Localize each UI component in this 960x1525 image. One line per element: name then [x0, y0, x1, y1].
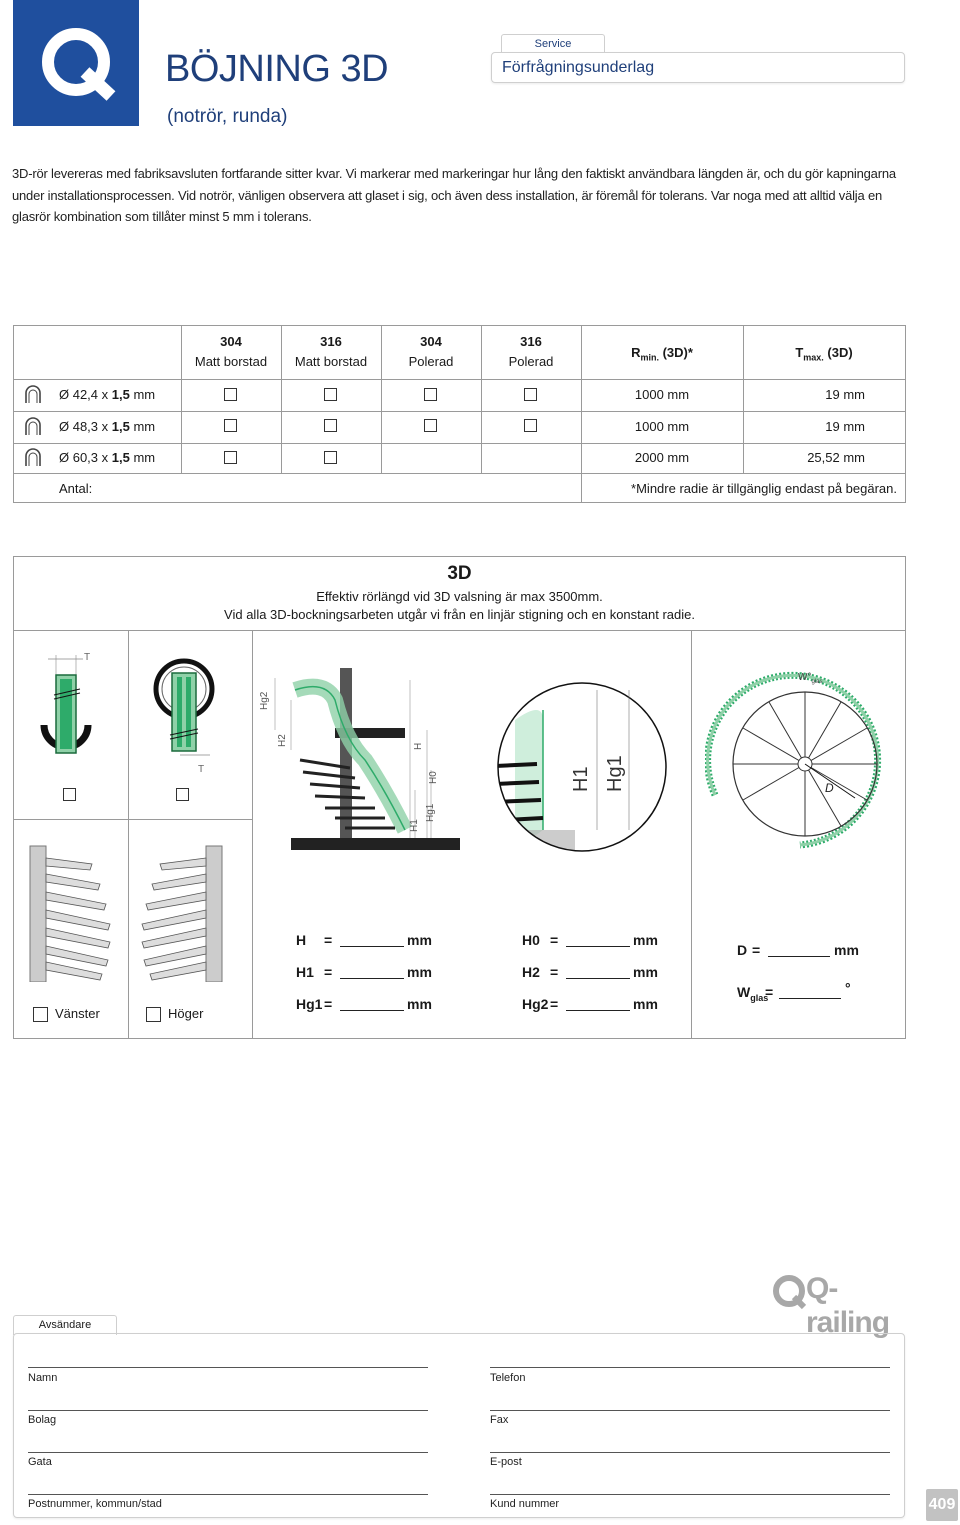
header-rmin: $R_{min.}$ (3D)* — [631, 345, 693, 363]
field-d-label: D — [737, 942, 748, 958]
page-number: 409 — [926, 1489, 958, 1521]
q-logo-icon — [13, 0, 139, 126]
field-h-input[interactable] — [340, 946, 404, 947]
checkbox-r1-c1[interactable] — [224, 388, 237, 401]
left-label: Vänster — [55, 1006, 100, 1021]
profile-right-diagram — [140, 655, 230, 780]
checkbox-r1-c2[interactable] — [324, 388, 337, 401]
checkbox-r1-c3[interactable] — [424, 388, 437, 401]
profile-left-diagram — [28, 645, 118, 775]
panel-description: Effektiv rörlängd vid 3D valsning är max 3500mm. Vid alla 3D-bockningsarbeten utgår vi från en linjär stigning och en konstant radie. — [224, 589, 695, 622]
field-wglas-input[interactable] — [779, 998, 841, 999]
checkbox-profile-left[interactable] — [63, 788, 76, 801]
company-label: Bolag — [28, 1414, 57, 1426]
label-big-h1: H1 — [570, 766, 592, 792]
field-h2-input[interactable] — [566, 978, 630, 979]
antal-label: Antal: — [59, 481, 93, 496]
street-input[interactable] — [28, 1452, 428, 1453]
label-h0: H0 — [428, 771, 439, 784]
field-h1-input[interactable] — [340, 978, 404, 979]
name-label: Namn — [28, 1372, 58, 1384]
sender-form — [13, 1333, 905, 1518]
spec-table — [13, 325, 906, 503]
checkbox-left[interactable] — [33, 1007, 48, 1022]
street-label: Gata — [28, 1456, 52, 1468]
checkbox-right[interactable] — [146, 1007, 161, 1022]
field-h1-label: H1 — [296, 964, 314, 980]
field-h2-label: H2 — [522, 964, 540, 980]
field-hg2-label: Hg2 — [522, 996, 549, 1012]
phone-label: Telefon — [490, 1372, 526, 1384]
field-hg1-input[interactable] — [340, 1010, 404, 1011]
email-label: E-post — [490, 1456, 522, 1468]
row-rmin: 2000 mm — [634, 450, 690, 465]
top-view-diagram — [705, 660, 895, 860]
label-big-hg1: Hg1 — [604, 755, 626, 792]
fax-input[interactable] — [490, 1410, 890, 1411]
q-logo — [13, 0, 139, 126]
field-h0-label: H0 — [522, 932, 540, 948]
checkbox-r2-c3[interactable] — [424, 419, 437, 432]
label-d: D — [825, 781, 834, 795]
checkbox-r1-c4[interactable] — [524, 388, 537, 401]
field-hg1-label: Hg1 — [296, 996, 323, 1012]
postal-input[interactable] — [28, 1494, 428, 1495]
label-h1: H1 — [409, 819, 420, 832]
tube-profile-icon — [23, 417, 43, 437]
postal-label: Postnummer, kommun/stad — [28, 1498, 162, 1510]
row-dimension: Ø 42,4 x 1,5 mm — [59, 387, 156, 402]
row-tmax: 25,52 mm — [807, 450, 865, 465]
page-subtitle: (notrör, runda) — [167, 106, 288, 127]
panel-heading: 3D — [447, 563, 472, 584]
label-t: T — [198, 764, 205, 775]
label-wglas: $W^\circ_{glas}$ — [798, 672, 823, 685]
service-tab: Service — [501, 34, 605, 53]
row-dimension: Ø 60,3 x 1,5 mm — [59, 450, 156, 465]
sender-tab: Avsändare — [13, 1315, 117, 1335]
header-304-matt: 304 Matt borstad — [194, 334, 268, 369]
email-input[interactable] — [490, 1452, 890, 1453]
header-304-polerad: 304 Polerad — [408, 334, 454, 369]
row-tmax: 19 mm — [825, 387, 865, 402]
label-hg1: Hg1 — [425, 803, 436, 822]
field-wglas-label: $W_{glas}$ — [737, 984, 769, 1003]
label-h2: H2 — [277, 734, 288, 747]
service-label: Förfrågningsunderlag — [491, 52, 905, 83]
detail-circle-diagram — [495, 680, 670, 855]
checkbox-r3-c1[interactable] — [224, 451, 237, 464]
customer-number-label: Kund nummer — [490, 1498, 560, 1510]
page-title: BÖJNING 3D — [165, 48, 389, 90]
field-h-label: H — [296, 932, 307, 948]
header-316-matt: 316 Matt borstad — [294, 334, 368, 369]
company-input[interactable] — [28, 1410, 428, 1411]
row-rmin: 1000 mm — [634, 419, 690, 434]
row-tmax: 19 mm — [825, 419, 865, 434]
field-h0-input[interactable] — [566, 946, 630, 947]
staircase-diagram — [255, 660, 460, 860]
field-hg2-input[interactable] — [566, 1010, 630, 1011]
checkbox-r2-c1[interactable] — [224, 419, 237, 432]
header-316-polerad: 316 Polerad — [508, 334, 554, 369]
stair-right-diagram — [134, 842, 232, 982]
intro-text: 3D-rör levereras med fabriksavsluten fortfarande sitter kvar. Vi markerar med markeringar hur lång den faktiskt användbara längden är, och du gör kapningarna under installationsprocessen. Vid notrör, vänligen observera att glaset i sig, och även dess installation, är föremål för tolerans. Var noga med att alltid välja en glasrör kombination som tillåter minst 5 mm i tolerans. — [12, 166, 896, 224]
tube-profile-icon — [23, 448, 43, 468]
checkbox-profile-right[interactable] — [176, 788, 189, 801]
row-dimension: Ø 48,3 x 1,5 mm — [59, 419, 156, 434]
name-input[interactable] — [28, 1367, 428, 1368]
row-rmin: 1000 mm — [634, 387, 690, 402]
customer-number-input[interactable] — [490, 1494, 890, 1495]
checkbox-r2-c2[interactable] — [324, 419, 337, 432]
table-note: *Mindre radie är tillgänglig endast på begäran. — [631, 481, 897, 496]
right-label: Höger — [168, 1006, 204, 1021]
tube-profile-icon — [23, 385, 43, 405]
label-t: T — [84, 652, 91, 663]
fax-label: Fax — [490, 1414, 509, 1426]
label-hg2: Hg2 — [259, 691, 270, 710]
phone-input[interactable] — [490, 1367, 890, 1368]
label-h: H — [413, 742, 424, 750]
stair-left-diagram — [22, 842, 120, 982]
checkbox-r2-c4[interactable] — [524, 419, 537, 432]
q-railing-logo: Q-railing — [772, 1272, 912, 1312]
checkbox-r3-c2[interactable] — [324, 451, 337, 464]
field-d-input[interactable] — [768, 956, 830, 957]
header-tmax: $T_{max.}$ (3D) — [795, 345, 853, 363]
